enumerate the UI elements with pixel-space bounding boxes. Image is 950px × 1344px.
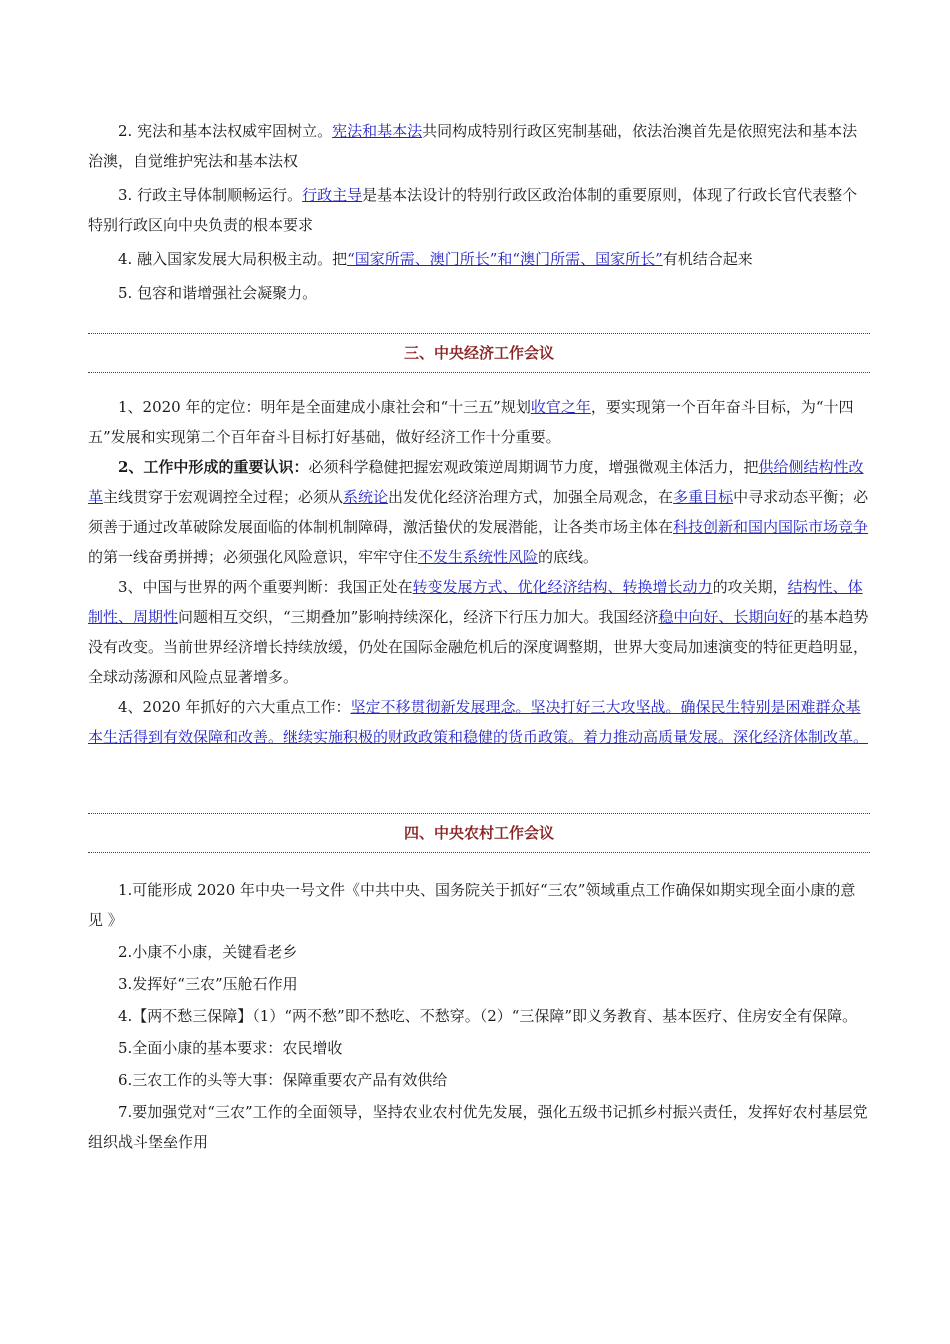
link-constitution-basic-law[interactable]: 宪法和基本法: [332, 122, 423, 140]
link-structural[interactable]: 结构性、体制性、周期性: [88, 578, 863, 626]
divider: [88, 813, 870, 814]
text: 必须科学稳健把握宏观政策逆周期调节力度，增强微观主体活力，把: [308, 458, 759, 476]
bold-lead: 2、工作中形成的重要认识：: [118, 458, 309, 476]
sec2-item-2: [88, 116, 870, 176]
link-systems-theory[interactable]: 系统论: [343, 488, 389, 506]
sec3-para-4: [88, 692, 870, 752]
section-3-title: 三、中央经济工作会议: [403, 344, 554, 362]
divider: [88, 852, 870, 853]
link-tech-innovation[interactable]: 科技创新和国内国际市场竞争: [673, 518, 869, 536]
text: 的第一线奋勇拼搏；必须强化风险意识，牢牢守住: [88, 548, 419, 566]
text: 共同构成特别行政区宪制基础，依法治澳首先是依照宪法和基本法治澳，自觉维护宪法和基本法权: [88, 122, 858, 170]
link-national-needs[interactable]: “国家所需、澳门所长”和“澳门所需、国家所长”: [347, 250, 663, 268]
section-4-title: 四、中央农村工作会议: [403, 824, 554, 842]
sec2-item-5: [88, 278, 870, 308]
sec2-item-3: [88, 180, 870, 240]
sec4-item-2: 2.小康不小康，关键看老乡: [118, 943, 298, 961]
text: 3、中国与世界的两个重要判断：我国正处在: [118, 578, 413, 596]
divider: [88, 333, 870, 334]
sec4-item-6: 6.三农工作的头等大事：保障重要农产品有效供给: [118, 1071, 448, 1089]
link-supply-side-reform[interactable]: 供给侧结构性改革: [88, 458, 864, 506]
text: 主线贯穿于宏观调控全过程；必须从: [103, 488, 344, 506]
link-final-year[interactable]: 收官之年: [530, 398, 591, 416]
sec2-item-4: [88, 244, 870, 274]
sec4-item-3: 3.发挥好“三农”压舱石作用: [118, 975, 298, 993]
text: 5. 包容和谐增强社会凝聚力。: [118, 284, 318, 302]
text: 4. 融入国家发展大局积极主动。把: [118, 250, 348, 268]
text: 出发优化经济治理方式，加强全局观念，在: [388, 488, 674, 506]
sec4-item-4: 4.【两不愁三保障】（1）“两不愁”即不愁吃、不愁穿。（2）“三保障”即义务教育、基本医疗、住房安全有保障。: [118, 1007, 858, 1025]
divider: [88, 372, 870, 373]
text: ，要实现第一个百年奋斗目标，为“十四五”发展和实现第二个百年奋斗目标打好基础，做好经济工作十分重要。: [88, 398, 854, 446]
text: 有机结合起来: [662, 250, 753, 268]
link-transformation[interactable]: 转变发展方式、优化经济结构、转换增长动力: [412, 578, 713, 596]
section4-list: [88, 875, 870, 1157]
text: 4、2020 年抓好的六大重点工作：: [118, 698, 351, 716]
text: 2. 宪法和基本法权威牢固树立。: [118, 122, 333, 140]
sec3-para-3: [88, 572, 870, 692]
text: 3. 行政主导体制顺畅运行。: [118, 186, 303, 204]
link-stable-growth[interactable]: 稳中向好、长期向好: [658, 608, 794, 626]
text: 的攻关期，: [712, 578, 788, 596]
text: 中寻求动态平衡；必须善于通过改革破除发展面临的体制机制障碍，激活蛰伏的发展潜能，让各类市场主体在: [88, 488, 869, 536]
text: 的底线。: [538, 548, 599, 566]
text: 问题相互交织，“三期叠加”影响持续深化，经济下行压力加大。我国经济: [178, 608, 659, 626]
section2-list: [88, 116, 870, 308]
text: 的基本趋势没有改变。当前世界经济增长持续放缓，仍处在国际金融危机后的深度调整期，世界大变局加速演变的特征更趋明显，全球动荡源和风险点显著增多。: [88, 608, 869, 686]
sec4-item-1: 1.可能形成 2020 年中央一号文件《中共中央、国务院关于抓好“三农”领域重点工作确保如期实现全面小康的意见 》: [88, 881, 856, 929]
text: 1、2020 年的定位：明年是全面建成小康社会和“十三五”规划: [118, 398, 531, 416]
section3-body: [88, 392, 870, 752]
link-six-priorities[interactable]: 坚定不移贯彻新发展理念。坚决打好三大攻坚战。确保民生特别是困难群众基本生活得到有效保障和改善。继续实施积极的财政政策和稳健的货币政策。着力推动高质量发展。深化经济体制改革。: [88, 698, 869, 746]
sec3-para-2: [88, 452, 870, 572]
link-multiple-goals[interactable]: 多重目标: [673, 488, 734, 506]
sec4-item-5: 5.全面小康的基本要求：农民增收: [118, 1039, 343, 1057]
link-systemic-risk[interactable]: 不发生系统性风险: [418, 548, 539, 566]
text: 是基本法设计的特别行政区政治体制的重要原则，体现了行政长官代表整个特别行政区向中央负责的根本要求: [88, 186, 858, 234]
sec3-para-1: [88, 392, 870, 452]
link-executive-led[interactable]: 行政主导: [302, 186, 363, 204]
sec4-item-7: 7.要加强党对“三农”工作的全面领导，坚持农业农村优先发展，强化五级书记抓乡村振兴责任，发挥好农村基层党组织战斗堡垒作用: [88, 1103, 868, 1151]
